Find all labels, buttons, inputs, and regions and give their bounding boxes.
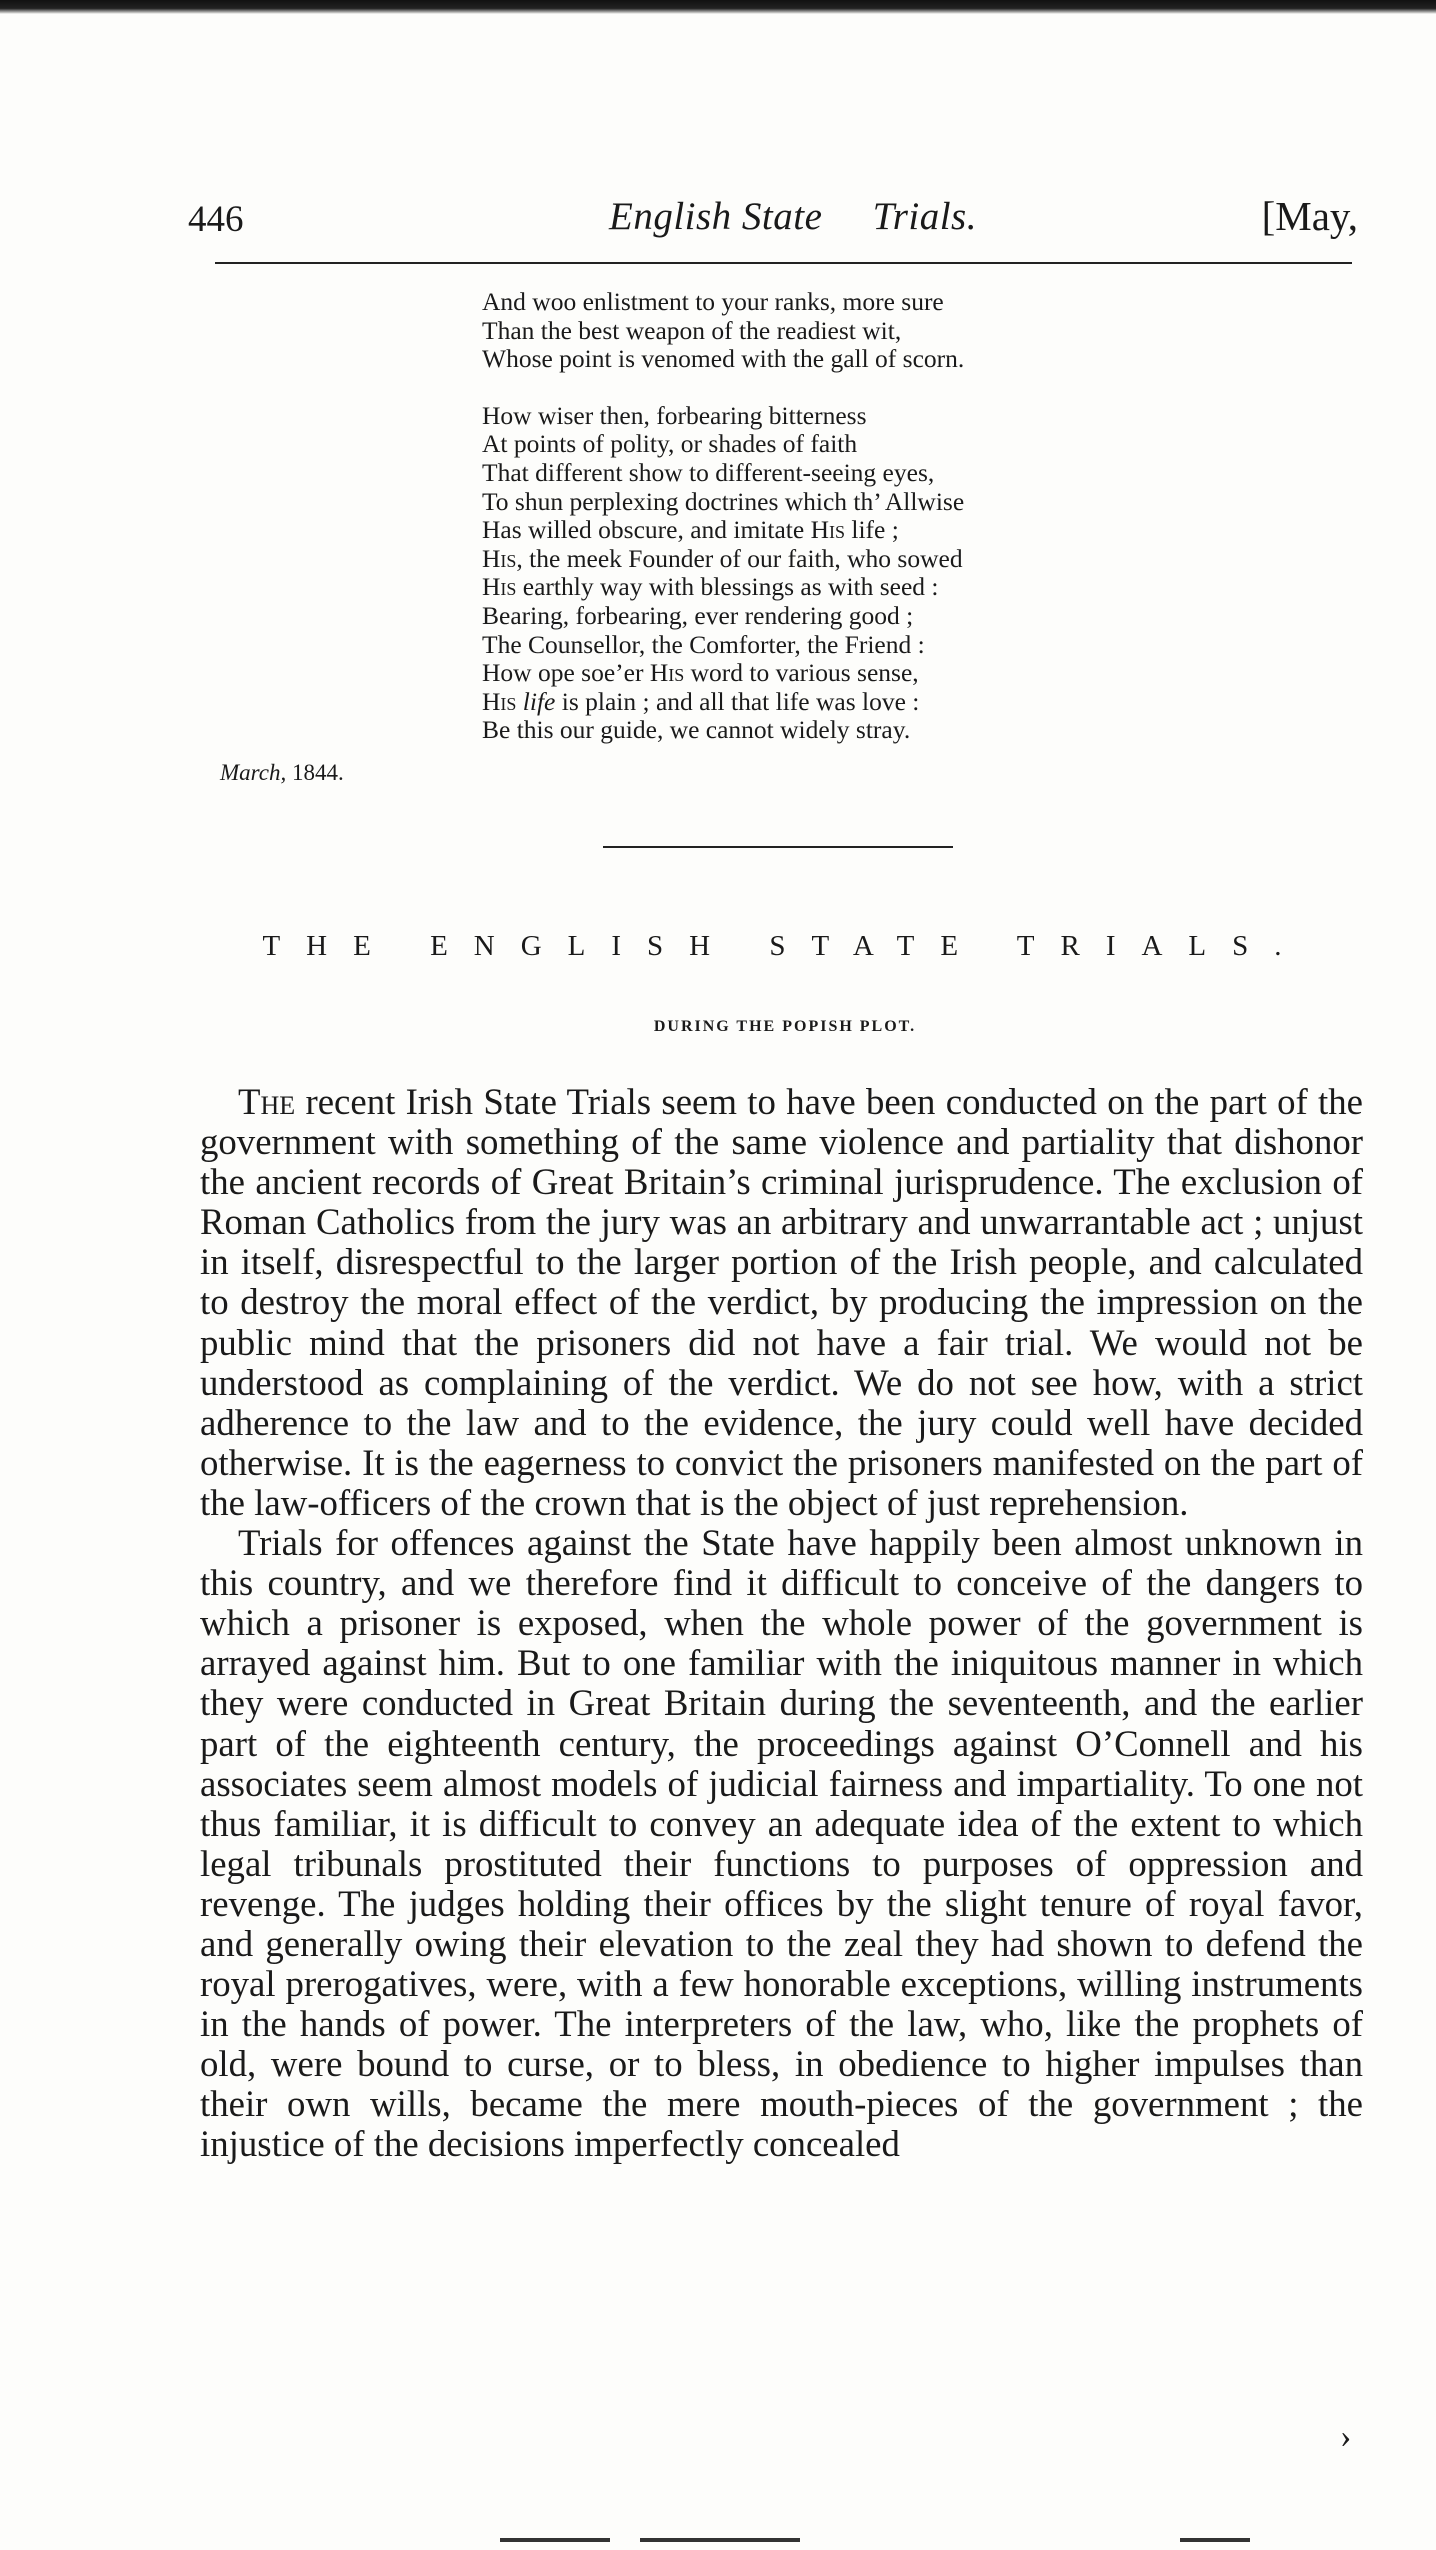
poem-stanza-1 [482, 288, 1202, 374]
poem-line: Bearing, forbearing, ever rendering good ; [482, 600, 914, 630]
poem-text-small-caps: His [482, 686, 517, 716]
poem-line: How wiser then, forbearing bitterness [482, 400, 867, 430]
poem-line: That different show to different-seeing eyes, [482, 457, 935, 487]
poem-text: is plain ; and all that life was love : [555, 686, 920, 716]
bottom-edge-mark [500, 2538, 610, 2542]
poem-line [482, 516, 1202, 545]
poem-text-italic: life [522, 686, 556, 716]
poem-excerpt [482, 288, 1202, 773]
poem-text-small-caps: His [649, 658, 685, 688]
header-rule [215, 262, 1352, 264]
poem-date-month: March, [220, 760, 287, 785]
poem-line [482, 659, 1202, 688]
article-title: THE ENGLISH STATE TRIALS. [262, 930, 1308, 962]
poem-line: Than the best weapon of the readiest wit, [482, 315, 902, 345]
section-divider [603, 846, 953, 848]
running-title-part-2: Trials. [872, 195, 977, 238]
poem-text: , the meek Founder of our faith, who sowed [516, 543, 963, 573]
bottom-edge-mark [640, 2538, 800, 2542]
poem-line: And woo enlistment to your ranks, more sure [482, 287, 944, 316]
poem-date-year: 1844. [286, 760, 344, 785]
poem-line: At points of polity, or shades of faith [482, 429, 858, 459]
poem-text: word to various sense, [684, 658, 919, 688]
poem-stanza-2 [482, 402, 1202, 745]
poem-text-small-caps: His [810, 515, 845, 545]
poem-line [482, 573, 1202, 602]
poem-text: earthly way with blessings as with seed : [516, 572, 939, 602]
article-body [200, 1082, 1363, 2165]
paragraph-2: Trials for offences against the State have happily been almost unknown in this country, and we therefore find it difficult to conceive of the dangers to which a prisoner is exposed, when the whole power of the government is arrayed against him. But to one familiar with the iniquitous manner in which they were conducted in Great Britain during the seventeenth, and the earlier part of the eighteenth century, the proceedings against O’Connell and his associates seem almost models of judicial fairness and impartiality. To one not thus familiar, it is difficult to convey an adequate idea of the extent to which legal tribunals prostituted their functions to purposes of oppression and revenge. The judges holding their offices by the slight tenure of royal favor, and generally owing their elevation to the zeal they had shown to defend the royal prerogatives, were, with a few honorable exceptions, willing instruments in the hands of power. The interpreters of the law, who, like the prophets of old, were bound to curse, or to bless, in obedience to higher impulses than their own wills, became the mere mouth-pieces of the government ; the injustice of the decisions imperfectly concealed [200, 1522, 1363, 2165]
poem-text: How ope soe’er [482, 658, 650, 688]
poem-line: Whose point is venomed with the gall of scorn. [482, 344, 965, 374]
issue-month: [May, [1261, 193, 1358, 239]
running-title [188, 194, 1358, 239]
poem-line: To shun perplexing doctrines which th’ Allwise [482, 486, 965, 516]
bottom-edge-mark [1180, 2538, 1250, 2542]
poem-line: The Counsellor, the Comforter, the Friend : [482, 629, 925, 659]
running-header [188, 188, 1358, 248]
page-number: 446 [188, 199, 244, 240]
poem-date [220, 760, 344, 786]
poem-text: Has willed obscure, and imitate [482, 515, 811, 545]
poem-line [482, 688, 1202, 717]
page-top-edge [0, 0, 1436, 14]
poem-text: life ; [845, 515, 899, 545]
paragraph-lead-word: The [238, 1081, 296, 1122]
running-title-part-1: English State [609, 195, 823, 238]
paragraph-1 [200, 1082, 1363, 1523]
poem-line: Be this our guide, we cannot widely stray. [482, 715, 911, 745]
poem-text-small-caps: His [482, 543, 517, 573]
poem-text-small-caps: His [482, 572, 517, 602]
printer-mark: › [1340, 2418, 1352, 2455]
article-subtitle: DURING THE POPISH PLOT. [653, 1018, 917, 1035]
poem-line [482, 545, 1202, 574]
paragraph-text: recent Irish State Trials seem to have been conducted on the part of the government with something of the same violence and partiality that dishonor the ancient records of Great Britain’s criminal jurisprudence. The exclusion of Roman Catholics from the jury was an arbitrary and unwarrantable act ; unjust in itself, disrespectful to the larger portion of the Irish people, and calculated to destroy the moral effect of the verdict, by producing the impression on the public mind that the prisoners did not have a fair trial. We would not be understood as complaining of the verdict. We do not see how, with a strict adherence to the law and to the evidence, the jury could well have decided otherwise. It is the eagerness to convict the prisoners manifested on the part of the law-officers of the crown that is the object of just reprehension. [200, 1081, 1363, 1523]
